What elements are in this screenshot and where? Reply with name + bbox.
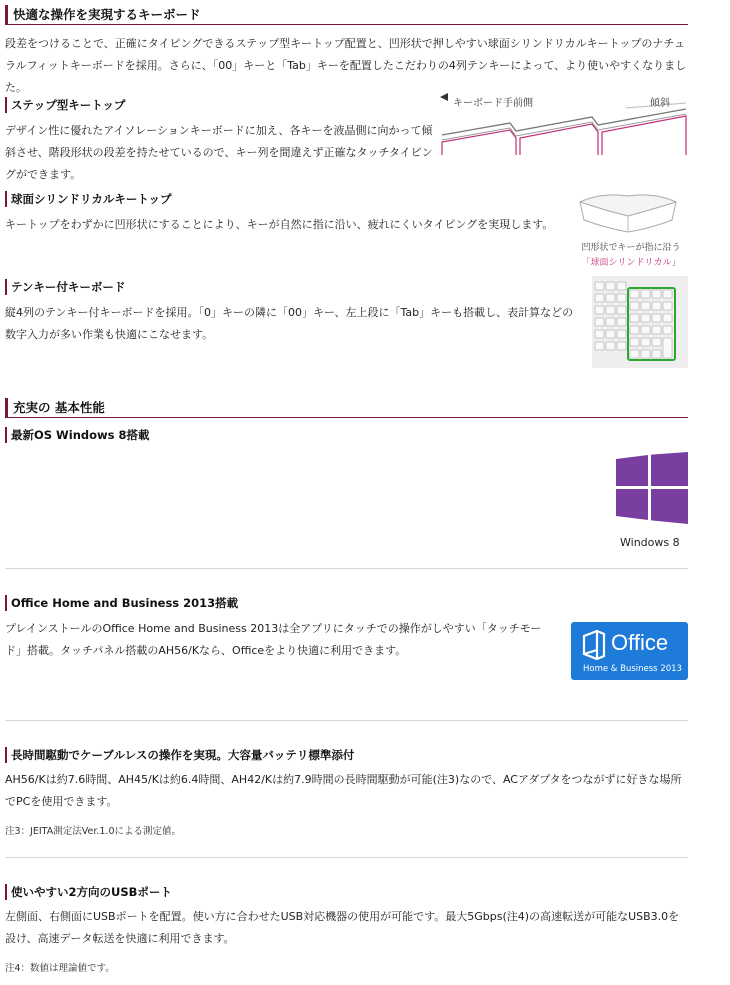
office-logo-title: Office [611, 630, 669, 655]
spherical-keytop-text: キートップをわずかに凹形状にすることにより、キーが自然に指に沿い、疲れにくいタイピングを実現します。 [5, 218, 554, 231]
windows-icon [614, 452, 688, 524]
office-logo-subtitle: Home & Business 2013 [583, 664, 682, 674]
step-keytop-text: デザイン性に優れたアイソレーションキーボードに加え、各キーを液晶側に向かって傾斜させ、階段形状の段差を持たせているので、キー列を間違えず正確なタッチタイピングができます。 [5, 124, 433, 181]
spherical-caption-2: 「球面シリンドリカル」 [581, 258, 681, 268]
keyboard-intro: 段差をつけることで、正確にタイピングできるステップ型キートップ配置と、凹形状で押しやすい球面シリンドリカルキートップのナチュラルフィットキーボードを採用。さらに、「00」キーと「Tab」キーを配置したこだわりの4列テンキーによって、より使いやすくなりました。 [5, 37, 687, 94]
battery-note: 注3：JEITA測定法Ver.1.0による測定値。 [5, 826, 181, 837]
windows8-logo [614, 452, 690, 552]
heading-windows8: 最新OS Windows 8搭載 [5, 427, 149, 443]
usb-text: 左側面、右側面にUSBポートを配置。使い方に合わせたUSB対応機器の使用が可能です。最大5Gbps(注4)の高速転送が可能なUSB3.0を設け、高速データ転送を快適に利用できます。 [5, 910, 680, 945]
tenkey-text: 縦4列のテンキー付キーボードを採用。「0」キーの隣に「00」キー、左上段に「Tab」キーも搭載し、表計算などの数字入力が多い作業も快適にこなせます。 [5, 306, 574, 341]
tenkey-keyboard-photo [592, 276, 688, 368]
office-icon [581, 630, 607, 660]
usb-note: 注4：数値は理論値です。 [5, 963, 115, 974]
divider-1 [5, 568, 688, 569]
section-title-performance: 充実の 基本性能 [5, 398, 688, 418]
diagram-front-label: キーボード手前側 [453, 98, 533, 109]
step-keytop-diagram [440, 93, 688, 165]
heading-tenkey: テンキー付キーボード [5, 279, 125, 295]
heading-usb: 使いやすい2方向のUSBポート [5, 884, 172, 900]
divider-2 [5, 720, 688, 721]
office-text: プレインストールのOffice Home and Business 2013は全アプリにタッチでの操作がしやすい「タッチモード」搭載。タッチパネル搭載のAH56/Kなら、Officeをより快適に利用できます。 [5, 622, 542, 657]
heading-office: Office Home and Business 2013搭載 [5, 595, 238, 611]
office-logo [571, 622, 688, 680]
heading-step-keytop: ステップ型キートップ [5, 97, 125, 113]
divider-3 [5, 857, 688, 858]
tenkey-figure [592, 276, 688, 368]
spherical-caption-1: 凹形状でキーが指に沿う [581, 243, 681, 253]
battery-text: AH56/Kは約7.6時間、AH45/Kは約6.4時間、AH42/Kは約7.9時間の長時間駆動が可能(注3)なので、ACアダプタをつながずに好きな場所でPCを使用できます。 [5, 773, 682, 808]
heading-battery: 長時間駆動でケーブルレスの操作を実現。大容量バッテリ標準添付 [5, 747, 354, 763]
section-title-keyboard: 快適な操作を実現するキーボード [5, 5, 688, 25]
diagram-tilt-label: 傾斜 [650, 98, 670, 109]
windows8-logo-text: Windows 8 [620, 536, 680, 549]
spherical-keytop-illustration [572, 190, 690, 270]
concave-keytop-figure [572, 190, 690, 236]
heading-spherical-keytop: 球面シリンドリカルキートップ [5, 191, 172, 207]
